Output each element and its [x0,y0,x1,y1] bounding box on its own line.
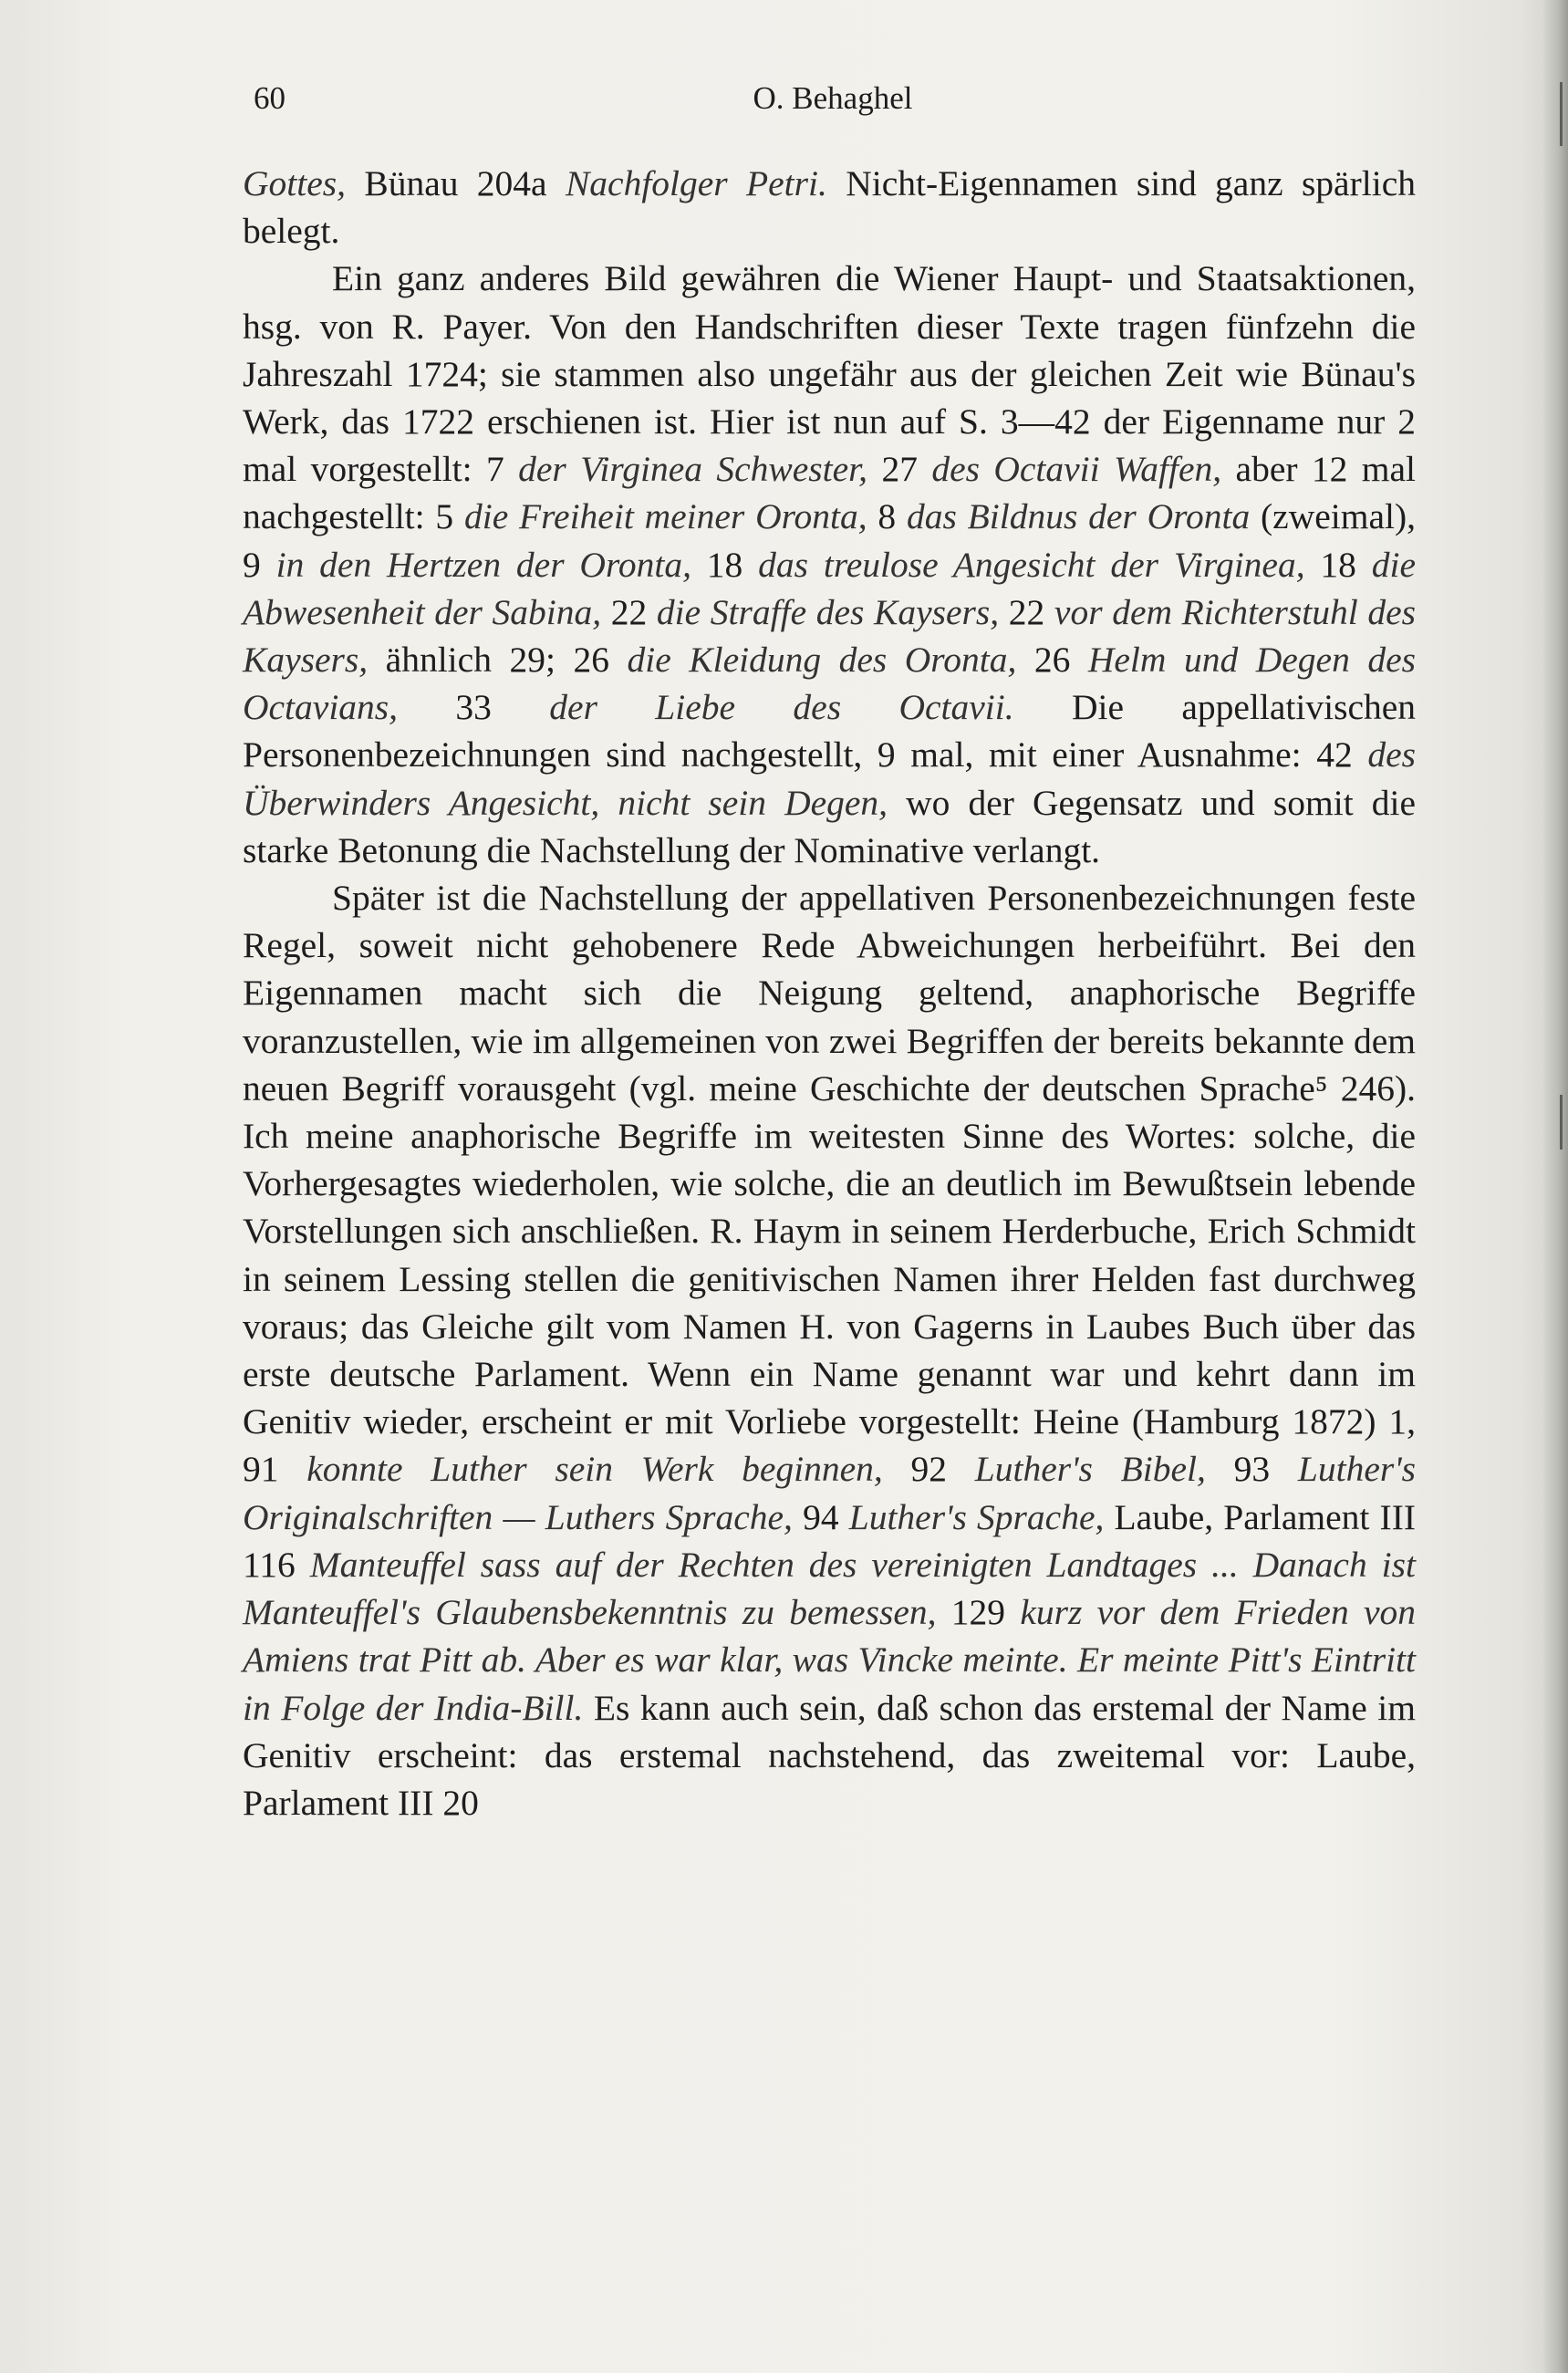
page-edge-shadow [1542,0,1568,2373]
text-run: Bünau 204a [346,163,566,203]
italic-quote: der Virginea Schwester, [518,449,868,490]
page-number: 60 [254,80,286,116]
italic-quote: Helm und Degen des Octavians, [243,640,1416,728]
italic-quote: Nachfolger Petri. [565,163,827,203]
text-run: 92 [882,1449,975,1490]
italic-quote: Gottes, [243,163,347,203]
italic-quote: in den Hertzen der Oronta, [275,544,691,585]
page-edge-mark [1560,82,1563,146]
text-run: 18 [691,544,759,585]
italic-quote: Luther's Originalschriften — Luthers Sprache, [243,1449,1417,1537]
text-run: wo der Gegensatz und somit die starke Betonung die Nachstellung der Nominative verlangt. [243,782,1416,870]
text-run: ähnlich 29; 26 [368,640,628,681]
text-run: 18 [1304,544,1372,585]
text-run: Ein ganz anderes Bild gewähren die Wiener Haupt- und Staatsaktionen, hsg. von R. Payer. Von den Handschriften dieser Texte tragen fünfzehn die Jahreszahl 1724; sie stammen also ungefähr aus der gleichen Zeit wie Bünau's Werk, das 1722 erschienen ist. Hier ist nun auf S. 3—42 der Eigenname nur 2 mal vorgestellt: 7 [243,258,1416,490]
running-head [254,80,1412,126]
text-run: Später ist die Nachstellung der appellativen Personenbezeichnungen feste Regel, soweit nicht gehobenere Rede Abweichungen herbeiführt. Bei den Eigennamen macht sich die Neigung geltend, anaphorische Begriffe voranzustellen, wie im allgemeinen von zwei Begriffen der bereits bekannte dem neuen Begriff vorausgeht (vgl. meine Geschichte der deutschen Sprache⁵ 246). Ich meine anaphorische Begriffe im weitesten Sinne des Wortes: solche, die Vorhergesagtes wiederholen, wie solche, die an deutlich im Bewußtsein lebende Vorstellungen sich anschließen. R. Haym in seinem Herderbuche, Erich Schmidt in seinem Lessing stellen die genitivischen Namen ihrer Helden fast durchweg voraus; das Gleiche gilt vom Namen H. von Gagerns in Laubes Buch über das erste deutsche Parlament. Wenn ein Name genannt war und kehrt dann im Genitiv wieder, erscheint er mit Vorliebe vorgestellt: Heine (Hamburg 1872) 1, 91 [243,878,1416,1490]
italic-quote: des Überwinders Angesicht, nicht sein Degen, [243,734,1416,823]
text-run: Es kann auch sein, daß schon das erstemal der Name im Genitiv erscheint: das erstemal nachstehend, das zweitemal vor: Laube, Parlament III 20 [243,1687,1416,1823]
italic-quote: des Octavii Waffen, [931,449,1222,490]
text-run: 26 [1016,640,1088,681]
text-run: 22 [601,591,657,632]
italic-quote: die Abwesenheit der Sabina, [243,544,1417,632]
paragraph [243,255,1416,874]
italic-quote: das treulose Angesicht der Virginea, [758,544,1305,585]
text-run: 129 [936,1592,1021,1633]
italic-quote: der Liebe des Octavii. [549,687,1014,728]
text-run: 22 [999,591,1054,632]
paragraph [243,874,1416,1827]
text-run: Nicht-Eigennamen sind ganz spärlich belegt. [243,163,1416,252]
italic-quote: kurz vor dem Frieden von Amiens trat Pitt ab. Aber es war klar, was Vincke meinte. Er meinte Pitt's Eintritt in Folge der India-Bill. [243,1592,1417,1728]
italic-quote: Manteuffel sass auf der Rechten des vereinigten Landtages ... Danach ist Manteuffel's Glaubensbekenntnis zu bemessen, [243,1544,1416,1633]
text-run: 33 [398,687,550,728]
page-edge-mark [1560,1095,1563,1150]
italic-quote: konnte Luther sein Werk beginnen, [306,1449,883,1490]
paragraph [243,160,1416,255]
text-run: Die appellativischen Personenbezeichnungen sind nachgestellt, 9 mal, mit einer Ausnahme: 42 [243,687,1417,775]
italic-quote: Luther's Bibel, [974,1449,1206,1490]
running-title: O. Behaghel [753,80,913,116]
text-run: 94 [792,1496,849,1537]
text-run: Laube, Parlament III 116 [243,1496,1417,1585]
text-run: 93 [1205,1449,1298,1490]
italic-quote: Luther's Sprache, [848,1496,1105,1537]
body-text [243,160,1416,1827]
text-run: 8 [867,496,907,537]
text-run: (zweimal), 9 [243,496,1417,585]
italic-quote: die Straffe des Kaysers, [656,591,1000,632]
italic-quote: das Bildnus der Oronta [906,496,1251,537]
text-run: aber 12 mal nachgestellt: 5 [243,449,1417,537]
italic-quote: vor dem Richterstuhl des Kaysers, [243,591,1416,681]
italic-quote: die Kleidung des Oronta, [627,640,1017,681]
italic-quote: die Freiheit meiner Oronta, [463,496,867,537]
text-run: 27 [867,449,932,490]
